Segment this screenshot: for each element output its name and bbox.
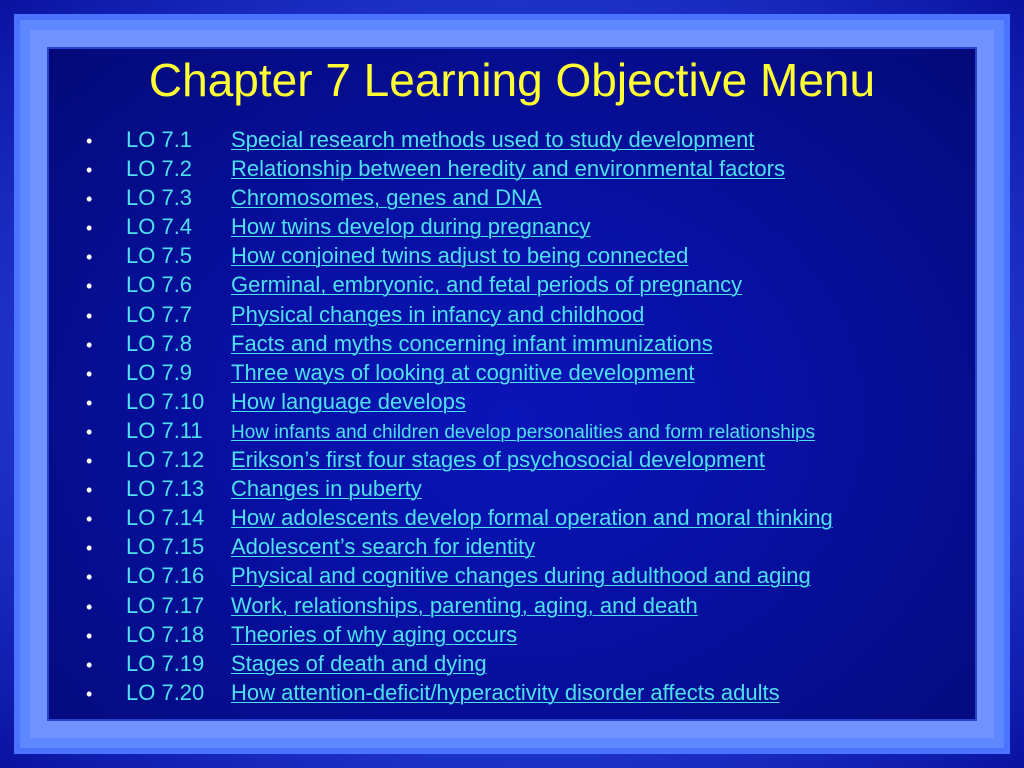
lo-link[interactable] — [126, 649, 487, 678]
list-item — [86, 649, 833, 678]
bullet-icon: • — [86, 363, 93, 384]
list-item — [86, 358, 833, 387]
lo-code: LO 7.19 — [126, 650, 205, 676]
lo-text: Work, relationships, parenting, aging, and death — [231, 592, 698, 618]
lo-text: Special research methods used to study development — [231, 127, 755, 152]
list-item — [86, 445, 833, 474]
bullet-icon: • — [86, 334, 93, 355]
list-item — [86, 416, 833, 445]
bullet-icon: • — [86, 567, 93, 588]
lo-text: Physical and cognitive changes during adulthood and aging — [231, 563, 811, 589]
lo-code: LO 7.7 — [126, 301, 193, 327]
list-item — [86, 300, 833, 329]
lo-link[interactable] — [126, 241, 688, 270]
lo-code: LO 7.2 — [126, 156, 193, 182]
bullet-icon: • — [86, 305, 93, 326]
lo-code: LO 7.18 — [126, 621, 205, 647]
bullet-icon: • — [86, 131, 93, 151]
lo-link[interactable] — [126, 620, 517, 649]
bullet-icon: • — [86, 509, 93, 530]
lo-code: LO 7.4 — [126, 214, 193, 240]
lo-code: LO 7.15 — [126, 534, 205, 560]
lo-text: How infants and children develop personalities and form relationships — [231, 421, 816, 443]
bullet-icon: • — [86, 596, 93, 617]
lo-text: Three ways of looking at cognitive development — [231, 359, 695, 385]
lo-code: LO 7.12 — [126, 447, 205, 473]
bullet-icon: • — [86, 160, 93, 181]
lo-code: LO 7.13 — [126, 476, 205, 502]
list-item — [86, 125, 833, 154]
lo-link[interactable] — [126, 503, 833, 532]
bullet-icon: • — [86, 654, 93, 675]
lo-text: Stages of death and dying — [231, 650, 487, 676]
list-item — [86, 561, 833, 590]
lo-code: LO 7.16 — [126, 563, 205, 589]
list-item — [86, 270, 833, 299]
list-item — [86, 212, 833, 241]
list-item — [86, 241, 833, 270]
lo-link[interactable] — [126, 532, 535, 561]
lo-code: LO 7.10 — [126, 388, 205, 414]
list-item — [86, 154, 833, 183]
lo-text: Erikson’s first four stages of psychosocial development — [231, 447, 765, 473]
lo-code: LO 7.3 — [126, 185, 193, 211]
lo-link[interactable] — [126, 561, 811, 590]
lo-code: LO 7.9 — [126, 359, 193, 385]
page-title: Chapter 7 Learning Objective Menu — [148, 54, 876, 106]
bullet-icon: • — [86, 480, 93, 501]
lo-code: LO 7.5 — [126, 243, 193, 269]
learning-objective-list — [86, 125, 833, 707]
lo-link[interactable] — [126, 270, 742, 299]
lo-text: How twins develop during pregnancy — [231, 214, 591, 240]
lo-link[interactable] — [126, 154, 785, 183]
lo-text: How adolescents develop formal operation and moral thinking — [231, 505, 833, 531]
lo-code: LO 7.1 — [126, 127, 193, 152]
lo-text: How conjoined twins adjust to being connected — [231, 243, 689, 269]
lo-link[interactable] — [126, 591, 698, 620]
lo-text: Chromosomes, genes and DNA — [231, 185, 542, 211]
bullet-icon: • — [86, 189, 93, 210]
lo-text: Changes in puberty — [231, 476, 422, 502]
list-item — [86, 387, 833, 416]
lo-link[interactable] — [126, 387, 466, 416]
bullet-icon: • — [86, 683, 93, 704]
lo-text: How attention-deficit/hyperactivity disorder affects adults — [231, 679, 780, 705]
lo-code: LO 7.20 — [126, 679, 205, 705]
bullet-icon: • — [86, 218, 93, 239]
lo-link[interactable] — [126, 678, 780, 707]
list-item — [86, 591, 833, 620]
bullet-icon: • — [86, 276, 93, 297]
lo-link[interactable] — [126, 445, 765, 474]
list-item — [86, 183, 833, 212]
lo-link[interactable] — [126, 125, 754, 154]
lo-code: LO 7.8 — [126, 330, 193, 356]
lo-link[interactable] — [126, 300, 644, 329]
lo-text: Germinal, embryonic, and fetal periods of pregnancy — [231, 272, 743, 298]
list-item — [86, 678, 833, 707]
lo-code: LO 7.11 — [126, 417, 203, 443]
list-item — [86, 532, 833, 561]
bullet-icon: • — [86, 421, 93, 442]
lo-text: Relationship between heredity and environmental factors — [231, 156, 785, 182]
bullet-icon: • — [86, 625, 93, 646]
lo-link[interactable] — [126, 474, 422, 503]
lo-text: How language develops — [231, 388, 466, 414]
lo-text: Adolescent’s search for identity — [231, 534, 536, 560]
lo-text: Theories of why aging occurs — [231, 621, 518, 647]
lo-text: Physical changes in infancy and childhood — [231, 301, 645, 327]
bullet-icon: • — [86, 247, 93, 268]
lo-link[interactable] — [126, 212, 591, 241]
list-item — [86, 503, 833, 532]
bullet-icon: • — [86, 538, 93, 559]
lo-link[interactable] — [126, 329, 713, 358]
lo-link[interactable] — [126, 183, 542, 212]
list-item — [86, 329, 833, 358]
lo-link[interactable] — [126, 416, 815, 447]
lo-code: LO 7.14 — [126, 505, 205, 531]
list-item — [86, 620, 833, 649]
lo-code: LO 7.17 — [126, 592, 205, 618]
bullet-icon: • — [86, 451, 93, 472]
lo-code: LO 7.6 — [126, 272, 193, 298]
lo-link[interactable] — [126, 358, 694, 387]
lo-text: Facts and myths concerning infant immunizations — [231, 330, 713, 356]
bullet-icon: • — [86, 392, 93, 413]
list-item — [86, 474, 833, 503]
